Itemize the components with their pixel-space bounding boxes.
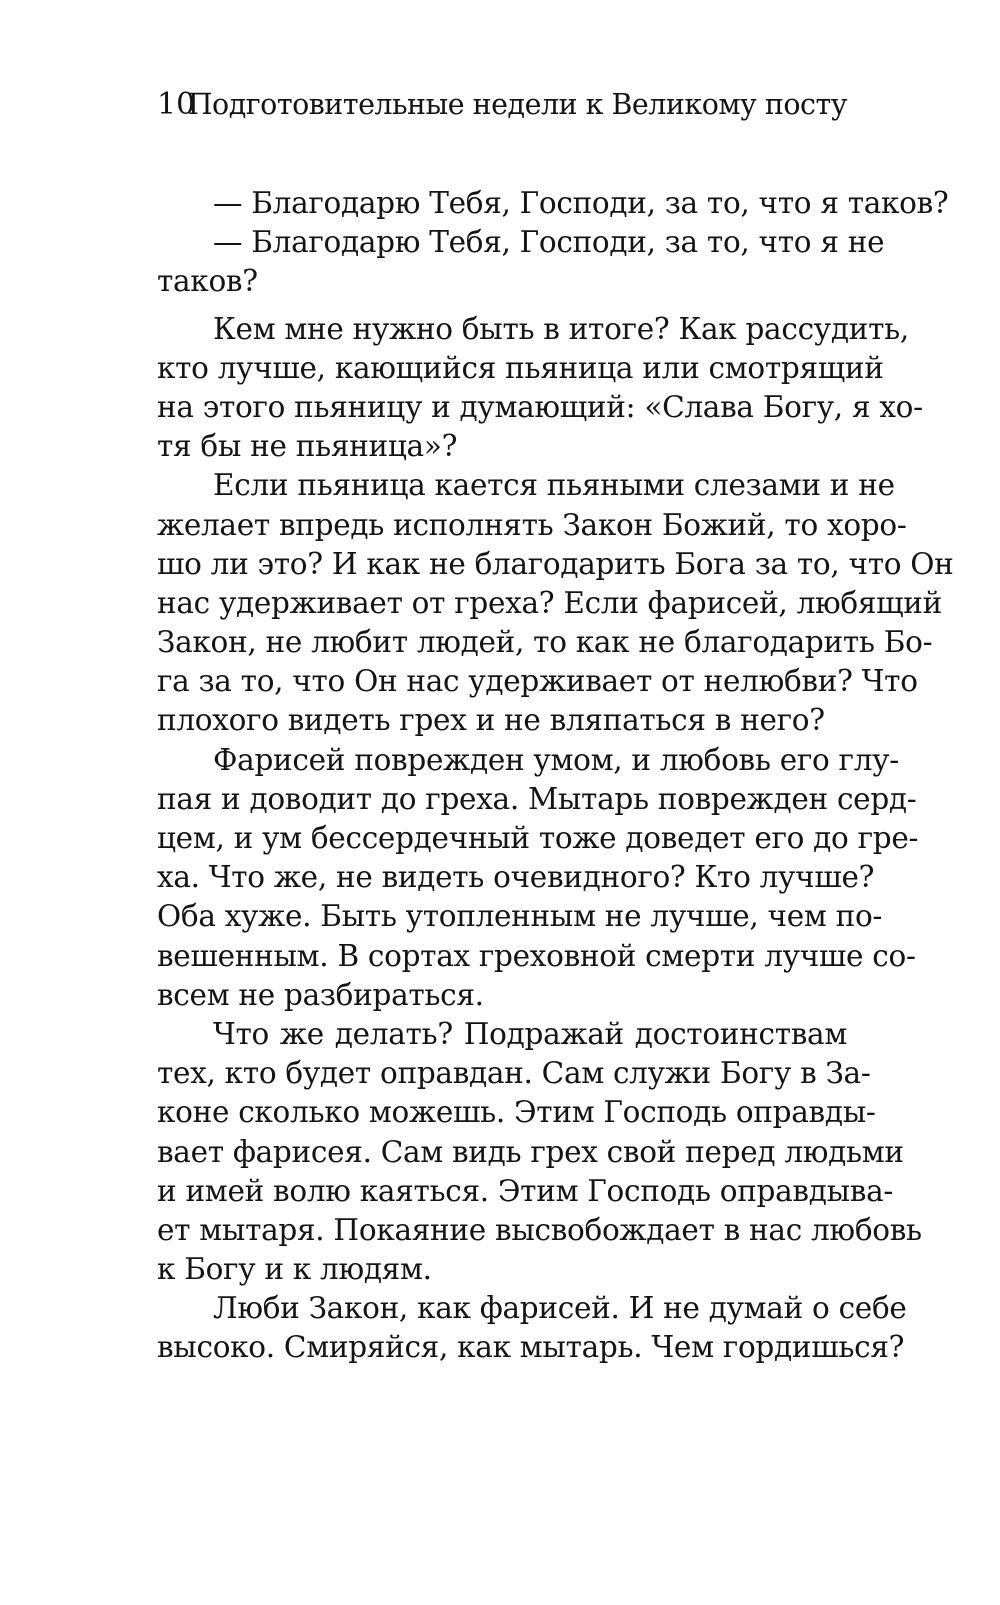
text-line: Люби Закон, как фарисей. И не думай о себе (213, 1291, 907, 1326)
text-line: таков? (157, 264, 258, 299)
text-line: к Богу и к людям. (157, 1252, 432, 1287)
text-line: вает фарисея. Сам видь грех свой перед людьми (157, 1134, 904, 1169)
text-line: всем не разбираться. (157, 977, 484, 1012)
text-line: желает впредь исполнять Закон Божий, то хоро- (157, 507, 907, 542)
text-line: Кем мне нужно быть в итоге? Как рассудить, (213, 311, 909, 346)
page-number: 10 (157, 87, 196, 122)
text-line: Что же делать? Подражай достоинствам (213, 1016, 847, 1051)
text-line: тех, кто будет оправдан. Сам служи Богу в За- (157, 1056, 871, 1091)
text-line: цем, и ум бессердечный тоже доведет его до гре- (157, 821, 919, 855)
text-line: Оба хуже. Быть утопленным не лучше, чем по- (157, 899, 883, 934)
text-line: га за то, что Он нас удерживает от нелюбви? Что (157, 664, 918, 699)
text-line: Если пьяница кается пьяными слезами и не (213, 468, 895, 503)
text-line: и имей волю каяться. Этим Господь оправдыва- (157, 1173, 894, 1208)
text-line: нас удерживает от греха? Если фарисей, любящий (157, 585, 943, 620)
text-line: высоко. Смиряйся, как мытарь. Чем гордишься? (157, 1330, 905, 1365)
text-line: кто лучше, кающийся пьяница или смотрящий (157, 350, 884, 385)
section-title: Подготовительные недели к Великому посту (187, 88, 847, 121)
running-header (157, 82, 847, 128)
text-line: плохого видеть грех и не вляпаться в него? (157, 703, 825, 738)
text-line: — Благодарю Тебя, Господи, за то, что я таков? (213, 186, 949, 220)
text-line: тя бы не пьяница»? (157, 429, 458, 464)
text-line: на этого пьяницу и думающий: «Слава Богу, я хо- (157, 389, 923, 424)
text-line: Закон, не любит людей, то как не благодарить Бо- (157, 625, 933, 660)
text-line: шо ли это? И как не благодарить Бога за то, что Он (157, 546, 954, 581)
text-line: — Благодарю Тебя, Господи, за то, что я не (213, 225, 885, 260)
body-text (157, 184, 954, 1368)
text-line: ет мытаря. Покаяние высвобождает в нас любовь (157, 1212, 922, 1247)
text-line: ха. Что же, не видеть очевидного? Кто лучше? (157, 860, 875, 895)
text-line: коне сколько можешь. Этим Господь оправды- (157, 1095, 876, 1130)
text-line: Фарисей поврежден умом, и любовь его глу- (213, 742, 899, 777)
text-line: пая и доводит до греха. Мытарь поврежден серд- (157, 781, 917, 816)
text-line: вешенным. В сортах греховной смерти лучше со- (157, 938, 916, 973)
